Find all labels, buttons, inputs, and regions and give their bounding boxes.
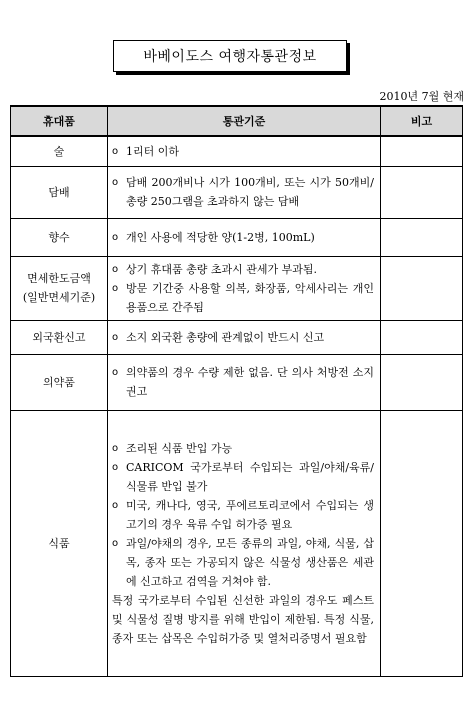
bullet-circle-icon: o: [112, 231, 119, 243]
criteria-bullet: [112, 363, 374, 401]
cell-item: [11, 320, 108, 354]
criteria-bullet: [112, 228, 374, 247]
header-item: 휴대품: [11, 106, 108, 136]
cell-item: [11, 166, 108, 218]
page-title: [113, 40, 347, 72]
cell-item: [11, 218, 108, 256]
cell-criteria: [108, 256, 381, 320]
cell-item: [11, 354, 108, 410]
cell-note: [381, 256, 463, 320]
bullet-circle-icon: o: [112, 461, 119, 473]
criteria-text: 미국, 캐나다, 영국, 푸에르토리코에서 수입되는 생고기의 경우 육류 수입 허가증 필요: [126, 498, 374, 531]
bullet-circle-icon: o: [112, 537, 119, 549]
criteria-extra-text: 특정 국가로부터 수입된 신선한 과일의 경우도 페스트 및 식물성 질병 방지를 위해 반입이 제한됨. 특정 식물, 종자 또는 삽목은 수입허가증 및 열처리증명서 필요함: [112, 593, 374, 645]
cell-note: [381, 354, 463, 410]
criteria-bullet: [112, 496, 374, 534]
criteria-text: 담배 200개비나 시가 100개비, 또는 시가 50개비/ 총량 250그램을 초과하지 않는 담배: [126, 176, 374, 208]
table-row: [11, 410, 463, 676]
bullet-circle-icon: o: [112, 145, 119, 157]
bullet-circle-icon: o: [112, 367, 119, 378]
criteria-text: 의약품의 경우 수량 제한 없음. 단 의사 처방전 소지 권고: [126, 366, 374, 398]
criteria-text: 과일/야채의 경우, 모든 종류의 과일, 야채, 식물, 삽목, 종자 또는 가공되지 않은 식물성 생산품은 세관에 신고하고 검역을 거쳐야 함.: [126, 536, 374, 588]
item-label: 술: [53, 144, 65, 158]
criteria-text: 상기 휴대품 총량 초과시 관세가 부과됨.: [126, 262, 317, 276]
criteria-text: 개인 사용에 적당한 양(1-2병, 100mL): [126, 230, 315, 244]
table-row: [11, 256, 463, 320]
item-label: 의약품: [43, 375, 75, 389]
cell-criteria: [108, 320, 381, 354]
cell-note: [381, 136, 463, 166]
criteria-text: 1리터 이하: [126, 144, 179, 158]
bullet-circle-icon: o: [112, 442, 119, 454]
criteria-text: 소지 외국환 총량에 관계없이 반드시 신고: [126, 330, 325, 344]
item-label: (일반면세기준): [22, 291, 96, 304]
bullet-circle-icon: o: [112, 177, 119, 188]
table-header-row: [11, 106, 463, 136]
criteria-bullet: [112, 439, 374, 458]
item-label: 외국환신고: [32, 330, 86, 344]
bullet-circle-icon: o: [112, 263, 119, 275]
table-row: [11, 136, 463, 166]
cell-note: [381, 320, 463, 354]
bullet-circle-icon: o: [112, 499, 119, 511]
criteria-bullet: [112, 534, 374, 591]
criteria-bullet: [112, 279, 374, 317]
criteria-bullet: [112, 173, 374, 211]
page-title-text: 바베이도스 여행자통관정보: [143, 49, 317, 65]
cell-criteria: [108, 410, 381, 676]
criteria-text: CARICOM 국가로부터 수입되는 과일/야채/육류/식물류 반입 불가: [126, 460, 374, 493]
criteria-bullet: [112, 260, 374, 279]
criteria-text: 방문 기간중 사용할 의복, 화장품, 악세사리는 개인용품으로 간주됨: [126, 281, 374, 314]
cell-note: [381, 410, 463, 676]
criteria-bullet: [112, 142, 374, 161]
date-label: 2010년 7월 현재: [379, 90, 464, 103]
bullet-circle-icon: o: [112, 282, 119, 294]
table-body: [11, 136, 463, 676]
table-row: [11, 218, 463, 256]
header-note: 비고: [381, 106, 463, 136]
cell-criteria: [108, 218, 381, 256]
cell-item: [11, 256, 108, 320]
item-label: 향수: [48, 230, 70, 244]
bullet-circle-icon: o: [112, 331, 119, 343]
table-row: [11, 354, 463, 410]
item-label: 식품: [48, 536, 70, 550]
criteria-bullet: [112, 328, 374, 347]
cell-note: [381, 218, 463, 256]
cell-criteria: [108, 354, 381, 410]
header-criteria: 통관기준: [108, 106, 381, 136]
table-row: [11, 320, 463, 354]
customs-table: [10, 105, 463, 677]
cell-item: [11, 410, 108, 676]
item-label: 담배: [48, 185, 70, 199]
criteria-bullet: [112, 458, 374, 496]
cell-item: [11, 136, 108, 166]
criteria-text: 조리된 식품 반입 가능: [126, 441, 233, 455]
cell-criteria: [108, 136, 381, 166]
table-row: [11, 166, 463, 218]
item-label: 면세한도금액: [27, 272, 91, 285]
cell-criteria: [108, 166, 381, 218]
cell-note: [381, 166, 463, 218]
